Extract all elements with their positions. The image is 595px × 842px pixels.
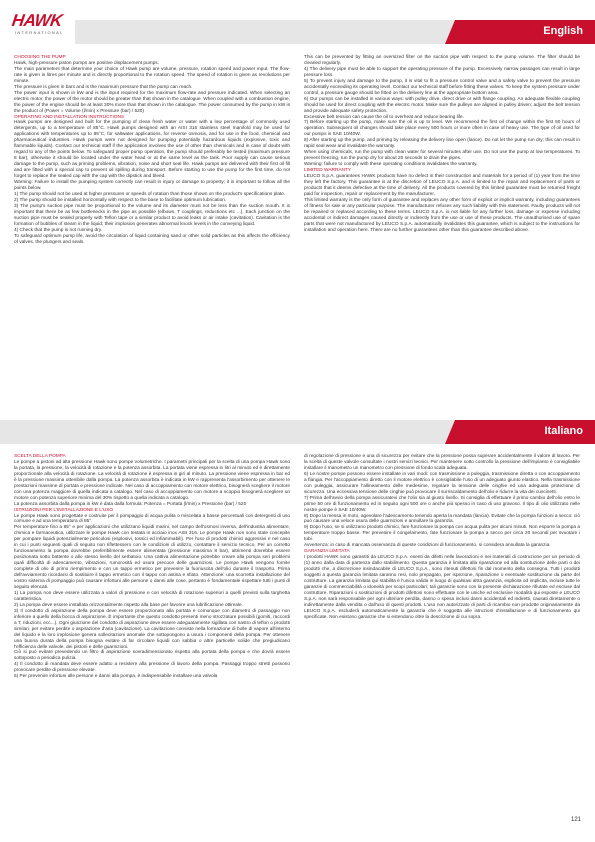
body-paragraph: Avvertenza: in caso di mancata osservanza di queste condizioni di funzionamento, si considera annullata la garanzia.	[304, 543, 551, 549]
body-paragraph: 9) Dopo l'uso, se si utilizzano prodotti chimici, fare funzionare la pompa con acqua pulita per alcuni minuti. Non esporre la pompa a temperature troppo basse. Per prevenire il congelamento, fate funzionare la pompa a secco per circa 20 secondi per svuotare i tubi.	[304, 525, 580, 543]
italiano-column-right	[304, 454, 580, 621]
body-paragraph: The power input is shown in kW and is the input required for the maximum flow-rate and pressure indicated. When selecting an electric motor, the power of the motor should be greater than that shown in the catalogue. When coupled with a combustion engine, the power of the engine should be at least 30% more than that shown in the catalogue. The power consumed by the pump in kW is the product of (Power = Volume (l/min) x Pressure (bar) / 520)	[14, 90, 290, 114]
section-heading: GARANZIA LIMITATA	[304, 549, 350, 555]
banner-red-tab	[455, 420, 595, 444]
body-paragraph: 1) La pompa non deve essere utilizzata a valori di pressione e con velocità di rotazione superiori a quelli previsti sulla targhetta caratteristica.	[14, 590, 290, 602]
english-column-left	[14, 55, 290, 246]
body-paragraph: 5) Per prevenire infortuni alle persone e danni alla pompa, è indispensabile installare una valvola	[14, 674, 218, 680]
body-paragraph: Ciò si può evitare prevedendo un filtro di aspirazione sovradimensionato rispetto alla portata della pompa e che dovrà essere sottoposto a periodica pulizia.	[14, 650, 290, 662]
body-paragraph: 6) Le nostre pompe possono essere installate in vari modi: con trasmissione a puleggia, trasmissione diretta o con accoppiamento a flangia. Per l'accoppiamento diretto con il motore elettrico è consigliabile l'uso di un adeguato giunto elastico. Nella trasmissione con puleggia, assicurare l'allineamento delle medesime, regolare la tensione delle cinghie ed una adeguata protezione di sicurezza. Una eccessiva tensione delle cinghie può provocare il surriscaldamento dell'olio e ridurre la vita dei cuscinetti.	[304, 471, 580, 495]
english-banner	[0, 20, 595, 44]
section-heading: ISTRUZIONI PER L'INSTALLAZIONE E L'USO	[14, 507, 114, 513]
body-paragraph: Warning: Failure to install the pumping system correctly can result in injury or damage to property; it is important to follow all the points below.	[14, 180, 290, 191]
body-paragraph: Excessive belt tension can cause the oil to overheat and reduce bearing life.	[304, 114, 465, 120]
body-paragraph: Hawk pumps are designed and built for the pumping of clean fresh water or water with a low percentage of commonly used detergents, up to a temperature of 85°C. Hawk pumps designed with an AISI 316 stainless steel manifold may be used for applications with temperatures up to 85°C, for saltwater applications, for reverse osmosis, and for use in the food, chemical and pharmaceutical industries. Hawk pumps were not designed for pumping potentially hazardous liquids (explosive, toxic and flammable liquids). Contact our technical staff if the application involves the use of other than chemicals and in case of doubt with regard to any of the points below. To safeguard proper pump operation, the pump should preferably be tested (maximum pressure 8 bar), otherwise it should be located under the water head or at the same level as the tank. Poor supply can cause serious damage to the pump, such as priming problems, vibration, noise and short seal life. Hawk pumps are delivered with their first oil fill and are fitted with a special cap to prevent oil spilling during transport. Before starting to use the pump for the first time, do not forget to replace the sealed cap with the cap with the dipstick and bleed.	[14, 120, 290, 180]
body-paragraph: 8) After starting up the pump, and priming by releasing the delivery line open (lance). Do not let the pump run dry; this can result in rapid seal wear and invalidate the warranty.	[304, 138, 580, 150]
body-paragraph: La potenza assorbita dalla pompa in kW è data dalla formula: Potenza = Portata (l/min) x Pressione (bar) / 520	[14, 501, 247, 507]
logo-subtitle: INTERNATIONAL	[15, 30, 64, 35]
body-paragraph: 3) The pump's suction pipe must be proportional to the volume and its diameter must not be less than the suction mouth. It is important that there be as few bottlenecks in the pipe as possible (elbows, T couplings, reductions etc ...). Each junction on the suction pipe must be sealed properly with Teflon tape or a similar product to avoid leaks or air intake (cavitation). Cavitation is the formation of bubbles of steam in the liquid; their implosion generates abnormal knock levels in the conveying liquid.	[14, 203, 290, 227]
body-paragraph: 4) Il condotto di mandata deve essere adatto a resistere alla pressione di lavoro della pompa. Passaggi troppo stretti possono provocare perdite di pressione elevate.	[14, 662, 290, 674]
banner-stripe	[0, 420, 455, 444]
body-paragraph: 8) Dopo la messa in moto, agevolare l'adescamento tenendo aperta la mandata (lancia). Evitate che la pompa funzioni a secco: ciò può causare una veloce usura delle guarnizioni e annullare la garanzia.	[304, 513, 580, 525]
logo-wordmark: HAWK	[10, 11, 64, 30]
body-paragraph: 4) The delivery pipe must be able to support the operating pressure of the pump. Excessively narrow passages can result in large pressure loss.	[304, 66, 580, 78]
body-paragraph: When using chemicals, run the pump with clean water for several minutes after use. Do not use the pump at low temperatures. To prevent freezing, run the pump dry for about 20 seconds to drain the pipes.	[304, 150, 580, 162]
section-heading: CHOOSING THE PUMP	[14, 55, 66, 60]
section-heading: SCELTA DELLA POMPA	[14, 454, 66, 459]
body-paragraph: To safeguard optimum pump life, avoid the circulation of liquid containing sand or other solid particles as this affects the efficiency of valves, the plungers and seals.	[14, 233, 290, 245]
english-column-right	[304, 55, 580, 234]
body-paragraph: LEUCO S.p.A. guarantees HAWK products have no defect in their construction and materials for a period of (1) year from the time they left the factory. This guarantee is at the discretion of LEUCO S.p.A. and is limited to the repair and replacement of parts or products that it deems defective at the time of delivery. All the products covered by this limited guarantee must be returned freight paid for inspection, repair or replacement by the manufacturer.	[304, 174, 580, 197]
body-paragraph: Hawk, high-pressure piston pumps are positive displacement pumps.	[14, 60, 159, 66]
body-paragraph: Le pompe Hawk sono progettate e costruite per il pompaggio di acqua pulita o miscelata a basse percentuali con detergenti di uso comune e ad una temperatura di 85°.	[14, 513, 290, 525]
body-paragraph: Per temperature fino a 85° e per applicazioni che utilizzano liquidi marini, nel campo dell'osmosi inversa, dell'industria alimentare, chimica e farmaceutica, utilizzare le pompe Hawk con testata in acciaio inox AISI 316. Le pompe Hawk non sono state concepite per pompare liquidi potenzialmente pericolosi (esplosivi, tossici ed infiammabili). Per l'uso di prodotti chimici aggressivi e nel caso in cui i punti seguenti quali di seguito non riflettessero con le condizioni di utilizzo, contattare il servizio tecnico. Per un corretto funzionamento la pompa dovrebbe preferibilmente essere alimentata (pressione massima 8 bar), altrimenti dovrebbe essere posizionata sotto battente o allo stesso livello del serbatoio. Una cattiva alimentazione potrebbe creare alla pompa seri problemi quali difficoltà di adescamento, vibrazioni, rumorosità ed usura precoce delle guarnizioni. Le pompe Hawk vengono fornite complete di olio di primo riempimento e con un tappo ermetico per prevenire la fuoriuscita dell'olio durante il trasporto. Prima dell'avviamento ricordarsi di sostituire il tappo ermetico con il tappo con astina e sfiato. Attenzione: una scorretta installazione del vostro sistema di pompaggio può causare infortuni alle persone o danni alle cose, pertanto è fondamentale rispettare tutti i punti di seguito elencati.	[14, 525, 290, 590]
body-paragraph: 4) Check that the pump is not running dry.	[14, 227, 103, 233]
body-paragraph: This limited warranty is the only form of guarantee and replaces any other form of explicit or implicit warranty, including guarantees of fitness for sale or any particular purpose. The manufacturer refuses any such liability with this statement. Faulty products will not be repaired or replaced according to these terms. LEUCO S.p.A. is not liable for any further loss, damage or expense including accidental or indirect damages caused directly or indirectly from the use or use of these products. The unauthorised use of spare parts that were not manufactured by LEUCO S.p.A. automatically invalidates this guarantee, which is subject to the instructions for installation and operation here. There are no further guarantees other than this guarantee described above.	[304, 197, 580, 233]
body-paragraph: di regolazione di pressione e una di sicurezza per evitare che la pressione possa superare accidentalmente il valore di lavoro. Per la scelta di queste valvole consultate i nostri servizi tecnici. Per mantenere sotto controllo la pressione dell'impianto è consigliabile installare il manometro un manometro con pressione di fondo scala adeguata.	[304, 454, 580, 471]
body-paragraph: 7) Before starting up the pump, make sure the oil is up to level. We recommend the first oil change within the first 50 hours of operation. Subsequent oil changes should take place every 500 hours or more often in case of heavy use. The type of oil used for our pumps is SAE 10/40W.	[304, 120, 580, 138]
body-paragraph: The pressure is given in bars and is the maximum pressure that the pump can reach.	[14, 84, 193, 90]
body-paragraph: 7) Prima dell'avvio della pompa assicuratevi che l'olio sia al giusto livello. Si consiglia di effettuare il primo cambio dell'olio entro le prime 50 ore di funzionamento ed in seguito ogni 500 ore o anche più spesso in caso di uso gravoso. Il tipo di olio utilizzato nelle nostre pompe è SAE 10/40W.	[304, 495, 580, 513]
section-heading: LIMITED WARRANTY	[304, 168, 352, 174]
section-heading: OPERATING AND INSTALLATION INSTRUCTIONS	[14, 114, 125, 120]
body-paragraph: 6) Our pumps can be installed in various ways: with pulley drive, direct drive or with flange coupling. An adequate flexible coupling should be used for direct coupling with the electric motor. Make sure the pulleys are aligned in pulley driven; adjust the belt tension and provide adequate safety protection.	[304, 96, 580, 114]
body-paragraph: Warning: failure to comply with these operating conditions invalidates the warranty.	[304, 162, 478, 168]
english-section-label: English	[543, 25, 583, 37]
body-paragraph: 1) The pump should not be used at higher pressures or speeds of rotation than those shown on the product's specifications plate.	[14, 191, 286, 197]
italiano-section-label: Italiano	[544, 425, 583, 437]
body-paragraph: This can be prevented by fitting an oversized filter on the suction pipe with respect to the pump volume. The filter should be cleaned regularly.	[304, 55, 580, 66]
italiano-banner	[0, 420, 595, 444]
banner-stripe	[75, 20, 455, 44]
body-paragraph: The main parameters that determine your choice of Hawk pump are volume, pressure, rotation speed and power input. The flow-rate is given in litres per minute and is directly proportional to the rotation speed. The speed of rotation is given as revolutions per minute.	[14, 66, 290, 84]
body-paragraph: 5) To prevent injury and damage to the pump, it is vital to fit a pressure control valve and a safety valve to prevent the pressure accidentally exceeding its operating level. Contact our technical staff before fitting these valves. To keep the system pressure under control, a pressure gauge should be fitted on the delivery line at the appropriate bottom area.	[304, 78, 580, 96]
body-paragraph: 2) La pompa deve essere installata orizzontalmente rispetto alla base per favorire una lubrificazione ottimale.	[14, 602, 243, 608]
body-paragraph: 3) Il condotto di aspirazione della pompa deve essere proporzionato alla portata e comunque con diametro di passaggio non inferiore a quello della bocca di aspirazione. È importante che questo condotto presenti meno strozzature possibili (gomiti, raccordi a T, riduzioni, ecc...). Ogni giunzione del condotto di aspirazione deve essere adeguatamente sigillata con nastro di teflon o prodotti similari, per evitare perdite o aspirazione d'aria (cavitazione). La cavitazione consiste nella formazione di bolle di vapore all'interno del liquido e la loro implosione genera sollecitazioni anomale che sottopongono a usura i componenti della pompa. Per ottenere una buona durata della pompa bisogna evitare di far circolare liquidi con sabbia o altre particelle solide che pregiudicano l'efficienza delle valvole, dei pistoni e delle guarnizioni.	[14, 608, 290, 650]
body-paragraph: Le pompe a pistoni ad alta pressione Hawk sono pompe volumetriche. I parametri principali per la scelta di una pompa Hawk sono la portata, la pressione, la velocità di rotazione e la potenza assorbita. La portata viene espressa in litri al minuto ed è direttamente proporzionale alla velocità di rotazione. La velocità di rotazione è espressa in giri al minuto. La pressione viene espressa in bar ed è la pressione massima ottenibile dalla pompa. La potenza assorbita è indicata in kW e rappresenta l'assorbimento per ottenere le prestazioni massime di portata e pressione indicate. Nel caso di accoppiamento con motore elettrico, bisognerà scegliere il motore con una potenza maggiore di quella indicata a catalogo. Nel caso di accoppiamento con motore a scoppio bisognerà scegliere un motore con potenza superiore minima del 30% rispetto a quella indicata a catalogo.	[14, 459, 290, 501]
body-paragraph: I prodotti HAWK sono garantiti da LEUCO S.p.A. esenti da difetti nelle lavorazioni e nei materiali di costruzione per un periodo di (1) anno dalla data di partenza dallo stabilimento. Questa garanzia è limitata alla riparazione ed alla sostituzione delle parti o dei prodotti che, a discrezione insindacabile di LEUCO S.p.A., sono ritenuti difettosi fin dal momento della consegna. Tutti i prodotti soggetti a questa garanzia limitata saranno resi, nolo prepagato, per ispezione, riparazione o eventuale sostituzione da parte del costruttore. La garanzia limitata qui stabilita è l'unica valida in luogo di qualsiasi altra garanzia, esplicita od implicita, incluse tutte le garanzie di commerciabilità o idoneità per scopi particolari; tali garanzie sono con la presente dichiarazione rifiutate ed escluse dal costruttore. Riparazioni o sostituzioni di prodotti difettosi sono effettuate con le uniche ed esclusive modalità qui esposte e LEUCO S.p.A. non sarà responsabile per ogni ulteriore perdita, danno o spesa inclusi danni accidentali ed indiretti, causati direttamente o indirettamente dalla vendita o dall'uso di questi prodotti. L'uso non autorizzato di parti di ricambio non prodotte originariamente da LEUCO S.p.A. escluderà automaticamente la garanzia che è soggetta alle istruzioni d'installazione e di funzionamento qui specificate. Non esistono garanzie che si estendono oltre la descrizione di cui sopra.	[304, 555, 580, 620]
body-paragraph: 2) The pump should be installed horizontally with respect to the base to facilitate optimum lubrication.	[14, 197, 227, 203]
italiano-column-left	[14, 454, 290, 680]
banner-red-tab	[455, 20, 595, 44]
page-number: 121	[570, 817, 581, 823]
